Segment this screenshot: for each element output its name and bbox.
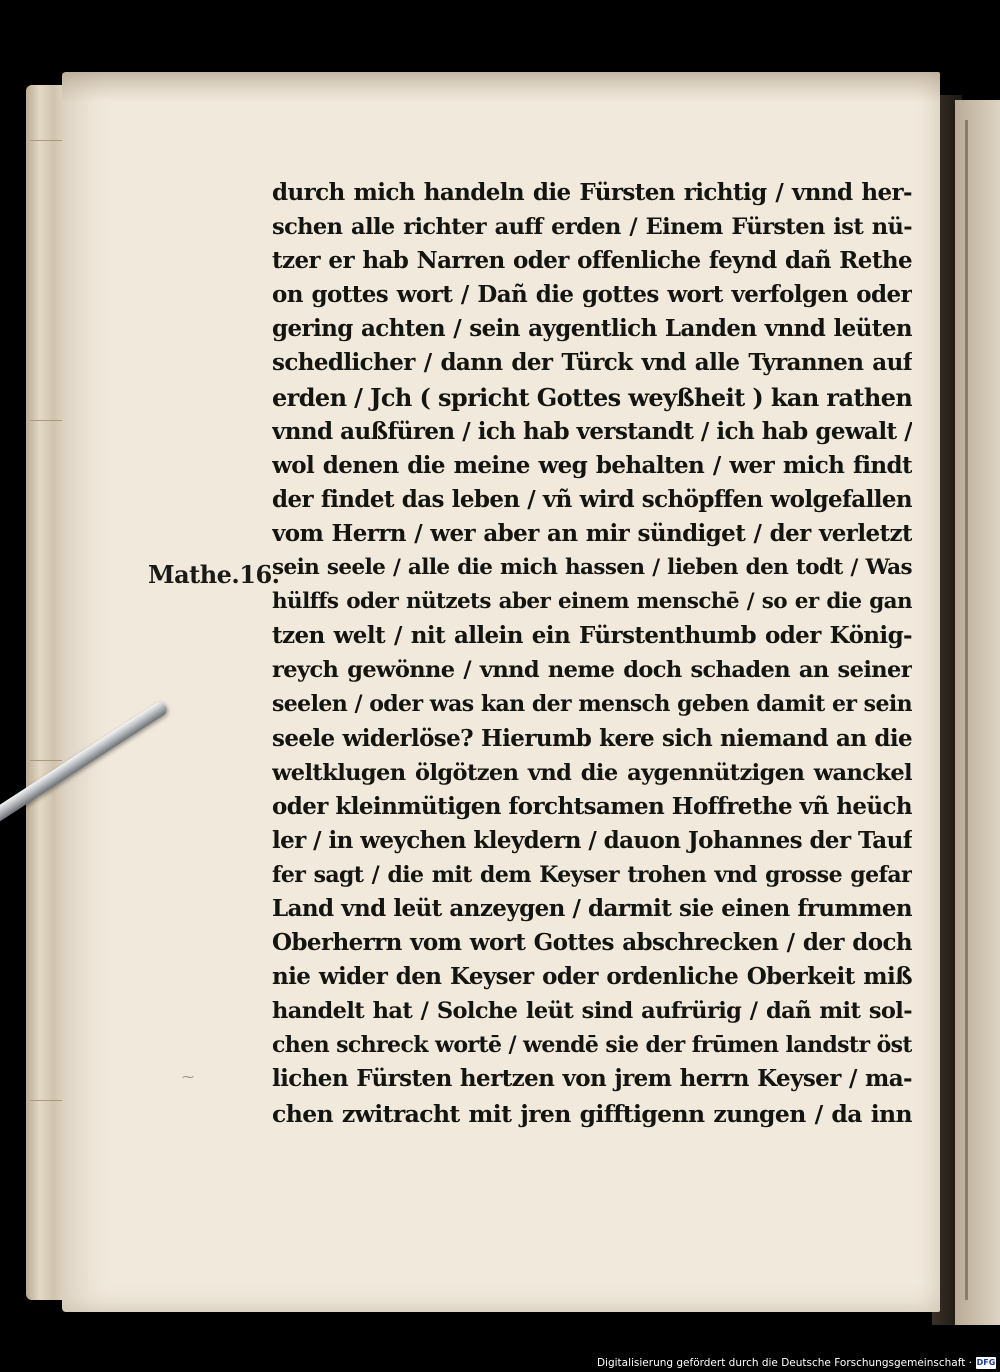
text-line: fer sagt / die mit dem Keyser trohen vnd grosse gefar: [272, 861, 912, 888]
text-line: der findet das leben / vñ wird schöpffen wolgefallen: [272, 485, 912, 513]
text-line: Oberherrn vom wort Gottes abschrecken / der doch: [272, 929, 912, 957]
text-line: chen zwitracht mit jren gifftigenn zungen / da inn: [272, 1099, 912, 1128]
facing-page-edge: [955, 100, 1000, 1325]
text-line: oder kleinmütigen forchtsamen Hoffrethe vñ heüch: [272, 792, 912, 820]
text-line: durch mich handeln die Fürsten richtig / vnnd her-: [272, 179, 912, 206]
text-line: ler / in weychen kleydern / dauon Johannes der Tauf: [272, 826, 912, 854]
text-line: weltklugen ölgötzen vnd die aygennützigen wanckel: [272, 759, 912, 786]
text-line: tzen welt / nit allein ein Fürstenthumb oder König-: [272, 622, 912, 650]
text-line: schen alle richter auff erden / Einem Fürsten ist nü-: [272, 214, 912, 241]
facing-page-crease: [965, 120, 968, 1300]
page-text-block: [272, 176, 912, 1131]
text-line: hülffs oder nützets aber einem menschē / so er die gan: [272, 589, 912, 615]
text-line: erden / Jch ( spricht Gottes weyßheit ) kan rathen: [272, 382, 912, 412]
text-line: seelen / oder was kan der mensch geben damit er sein: [272, 691, 912, 718]
text-line: wol denen die meine weg behalten / wer mich findt: [272, 451, 912, 479]
text-line: handelt hat / Solche leüt sind aufrürig / dañ mit sol-: [272, 998, 912, 1025]
text-line: chen schreck wortē / wendē sie der frūmen landstr öst: [272, 1032, 912, 1059]
page-shadow: [62, 72, 940, 102]
text-line: vnnd außfüren / ich hab verstandt / ich hab gewalt /: [272, 417, 912, 445]
page-smudge: ⁓: [182, 1070, 194, 1084]
text-line: schedlicher / dann der Türck vnd alle Tyrannen auf: [272, 349, 912, 377]
text-line: vom Herrn / wer aber an mir sündiget / der verletzt: [272, 519, 912, 547]
text-line: sein seele / alle die mich hassen / lieben den todt / Was: [272, 555, 912, 581]
marginal-note: Mathe.16.: [148, 560, 280, 589]
text-line: reych gewönne / vnnd neme doch schaden an seiner: [272, 657, 912, 684]
text-line: Land vnd leüt anzeygen / darmit sie einen frummen: [272, 894, 912, 922]
text-line: nie wider den Keyser oder ordenliche Oberkeit miß: [272, 963, 912, 991]
text-line: seele widerlöse? Hierumb kere sich niemand an die: [272, 724, 912, 752]
digitization-credit: Digitalisierung gefördert durch die Deutsche Forschungsgemeinschaft ·: [596, 1357, 972, 1369]
text-line: on gottes wort / Dañ die gottes wort verfolgen oder: [272, 281, 912, 309]
text-line: lichen Fürsten hertzen von jrem herrn Keyser / ma-: [272, 1065, 912, 1093]
text-line: tzer er hab Narren oder offenliche feynd dañ Rethe: [272, 247, 912, 275]
dfg-logo: DFG: [976, 1358, 996, 1367]
text-line: gering achten / sein aygentlich Landen vnnd leüten: [272, 315, 912, 343]
